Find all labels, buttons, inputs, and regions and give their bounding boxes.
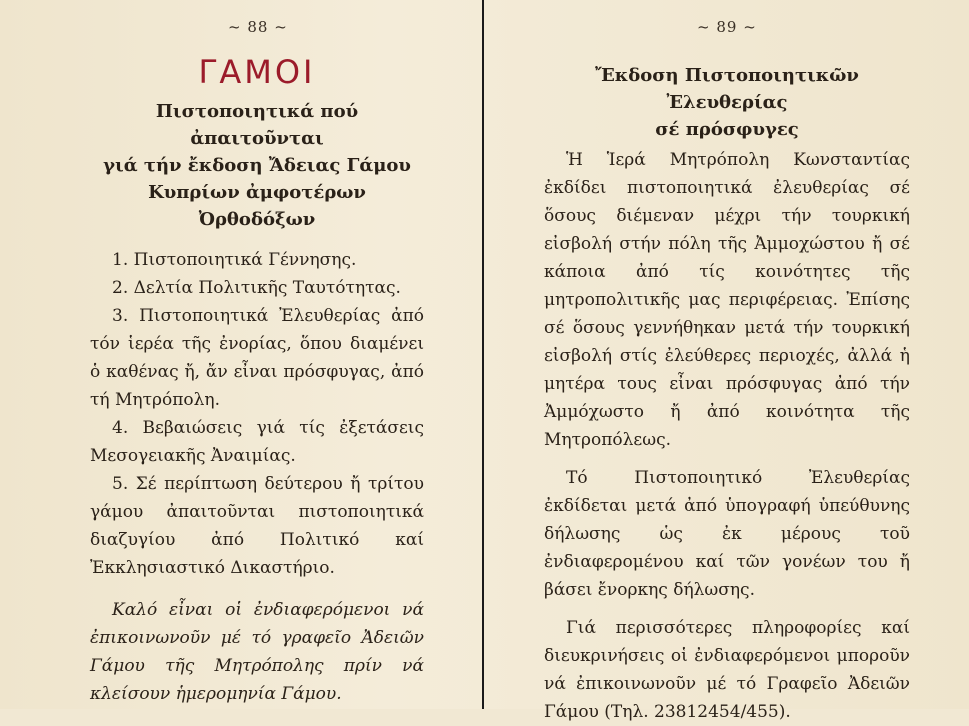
heading-line: γιά τήν ἔκδοση Ἄδειας Γάμου [103,155,411,176]
list-item: 1. Πιστοποιητικά Γέννησης. [112,250,357,270]
contact-note: Καλό εἶναι οἱ ἐνδιαφερόμενοι νά ἐπικοινωνοῦν μέ τό γραφεῖο Ἀδειῶν Γάμου τῆς Μητρόπολης πρίν νά κλείσουν ἡμερομηνία Γάμου. [90,600,424,704]
heading-line: Κυπρίων ἀμφοτέρων Ὀρθοδόξων [148,182,366,230]
page-heading [90,98,424,233]
heading-line: σέ πρόσφυγες [655,119,799,140]
heading-line: Ἔκδοση Πιστοποιητικῶν Ἐλευθερίας [595,65,859,113]
section-title: ΓΑΜΟΙ [198,53,316,91]
list-item: 4. Βεβαιώσεις γιά τίς ἐξετάσεις Μεσογειακῆς Ἀναιμίας. [90,418,424,466]
left-page [0,0,482,709]
heading-line: Πιστοποιητικά πού ἀπαιτοῦνται [155,101,359,149]
paragraph: Τό Πιστοποιητικό Ἐλευθερίας ἐκδίδεται μετά ἀπό ὑπογραφή ὑπεύθυνης δήλωσης ὡς ἐκ μέρους τοῦ ἐνδιαφερομένου καί τῶν γονέων του ἤ βάσει ἔνορκης δήλωσης. [544,468,910,600]
page-heading [544,62,910,143]
list-item: 2. Δελτία Πολιτικῆς Ταυτότητας. [112,278,401,298]
right-page [484,0,969,722]
paragraph: Γιά περισσότερες πληροφορίες καί διευκρινήσεις οἱ ἐνδιαφερόμενοι μποροῦν νά ἐπικοινωνοῦν μέ τό Γραφεῖο Ἀδειῶν Γάμου (Τηλ. 23812454/455). [544,618,910,722]
page-number: ~ 88 ~ [228,18,288,36]
list-item: 5. Σέ περίπτωση δεύτερου ἤ τρίτου γάμου ἀπαιτοῦνται πιστοποιητικά διαζυγίου ἀπό Πολιτικό καί Ἐκκλησιαστικό Δικαστήριο. [90,474,424,578]
list-item: 3. Πιστοποιητικά Ἐλευθερίας ἀπό τόν ἱερέα τῆς ἐνορίας, ὅπου διαμένει ὁ καθένας ἤ, ἄν εἶναι πρόσφυγας, ἀπό τή Μητρόπολη. [90,306,424,410]
requirements-list [90,246,424,582]
page-number: ~ 89 ~ [697,18,757,36]
paragraph: Ἡ Ἱερά Μητρόπολη Κωνσταντίας ἐκδίδει πιστοποιητικά ἐλευθερίας σέ ὅσους διέμεναν μέχρι τήν τουρκική εἰσβολή στήν πόλη τῆς Ἀμμοχώστου ἤ σέ κάποια ἀπό τίς κοινότητες τῆς μητροπολιτικῆς μας περιφέρειας. Ἐπίσης σέ ὅσους γεννήθηκαν μετά τήν τουρκική εἰσβολή στίς ἐλεύθερες περιοχές, ἀλλά ἡ μητέρα τους εἶναι πρόσφυγας ἀπό τήν Ἀμμόχωστο ἤ ἀπό κοινότητα τῆς Μητροπόλεως. [544,150,910,450]
